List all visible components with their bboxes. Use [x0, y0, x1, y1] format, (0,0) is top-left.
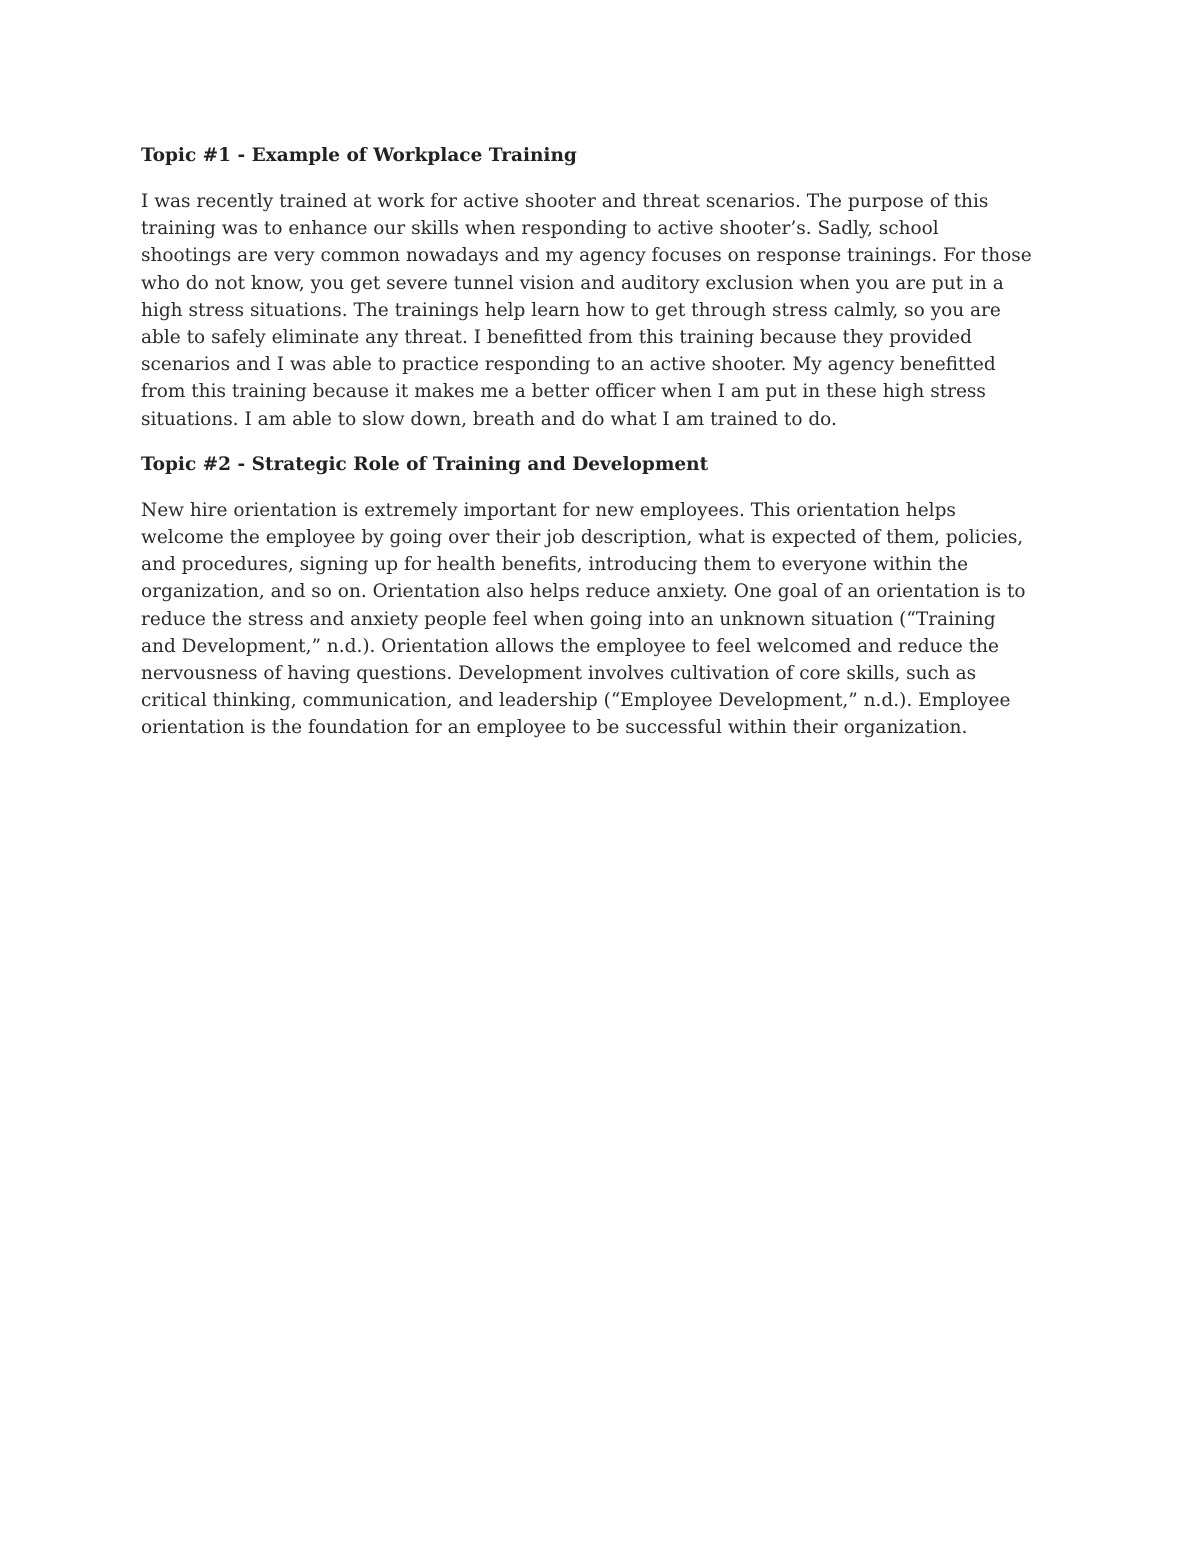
paragraph-line: training was to enhance our skills when responding to active shooter’s. Sadly, school [141, 218, 939, 240]
paragraph-line: welcome the employee by going over their job description, what is expected of them, policies, [141, 527, 1024, 549]
paragraph-line: I was recently trained at work for active shooter and threat scenarios. The purpose of this [141, 191, 989, 212]
topic-1-heading: Topic #1 - Example of Workplace Training [141, 145, 577, 166]
paragraph-line: nervousness of having questions. Development involves cultivation of core skills, such as [141, 663, 977, 685]
paragraph-line: orientation is the foundation for an employee to be successful within their organization. [141, 717, 968, 739]
topic-2-paragraph [141, 497, 1071, 742]
paragraph-line: able to safely eliminate any threat. I benefitted from this training because they provided [141, 327, 972, 349]
paragraph-line: and Development,” n.d.). Orientation allows the employee to feel welcomed and reduce the [141, 635, 999, 657]
paragraph-line: critical thinking, communication, and leadership (“Employee Development,” n.d.). Employee [141, 690, 1011, 712]
topic-2-heading: Topic #2 - Strategic Role of Training and Development [141, 453, 709, 475]
paragraph-line: shootings are very common nowadays and my agency focuses on response trainings. For those [141, 245, 1032, 267]
paragraph-line: and procedures, signing up for health benefits, introducing them to everyone within the [141, 554, 969, 576]
paragraph-line: reduce the stress and anxiety people feel when going into an unknown situation (“Training [141, 608, 996, 630]
paragraph-line: organization, and so on. Orientation also helps reduce anxiety. One goal of an orientation is to [141, 581, 1026, 603]
topic-1-paragraph [141, 188, 1071, 433]
document-body [141, 142, 1071, 742]
paragraph-line: scenarios and I was able to practice responding to an active shooter. My agency benefitted [141, 354, 996, 376]
paragraph-line: who do not know, you get severe tunnel vision and auditory exclusion when you are put in a [141, 272, 1004, 294]
paragraph-line: situations. I am able to slow down, breath and do what I am trained to do. [141, 408, 837, 430]
paragraph-line: high stress situations. The trainings help learn how to get through stress calmly, so you are [141, 299, 1001, 321]
paragraph-line: from this training because it makes me a better officer when I am put in these high stress [141, 381, 986, 403]
paragraph-line: New hire orientation is extremely important for new employees. This orientation helps [141, 499, 956, 521]
